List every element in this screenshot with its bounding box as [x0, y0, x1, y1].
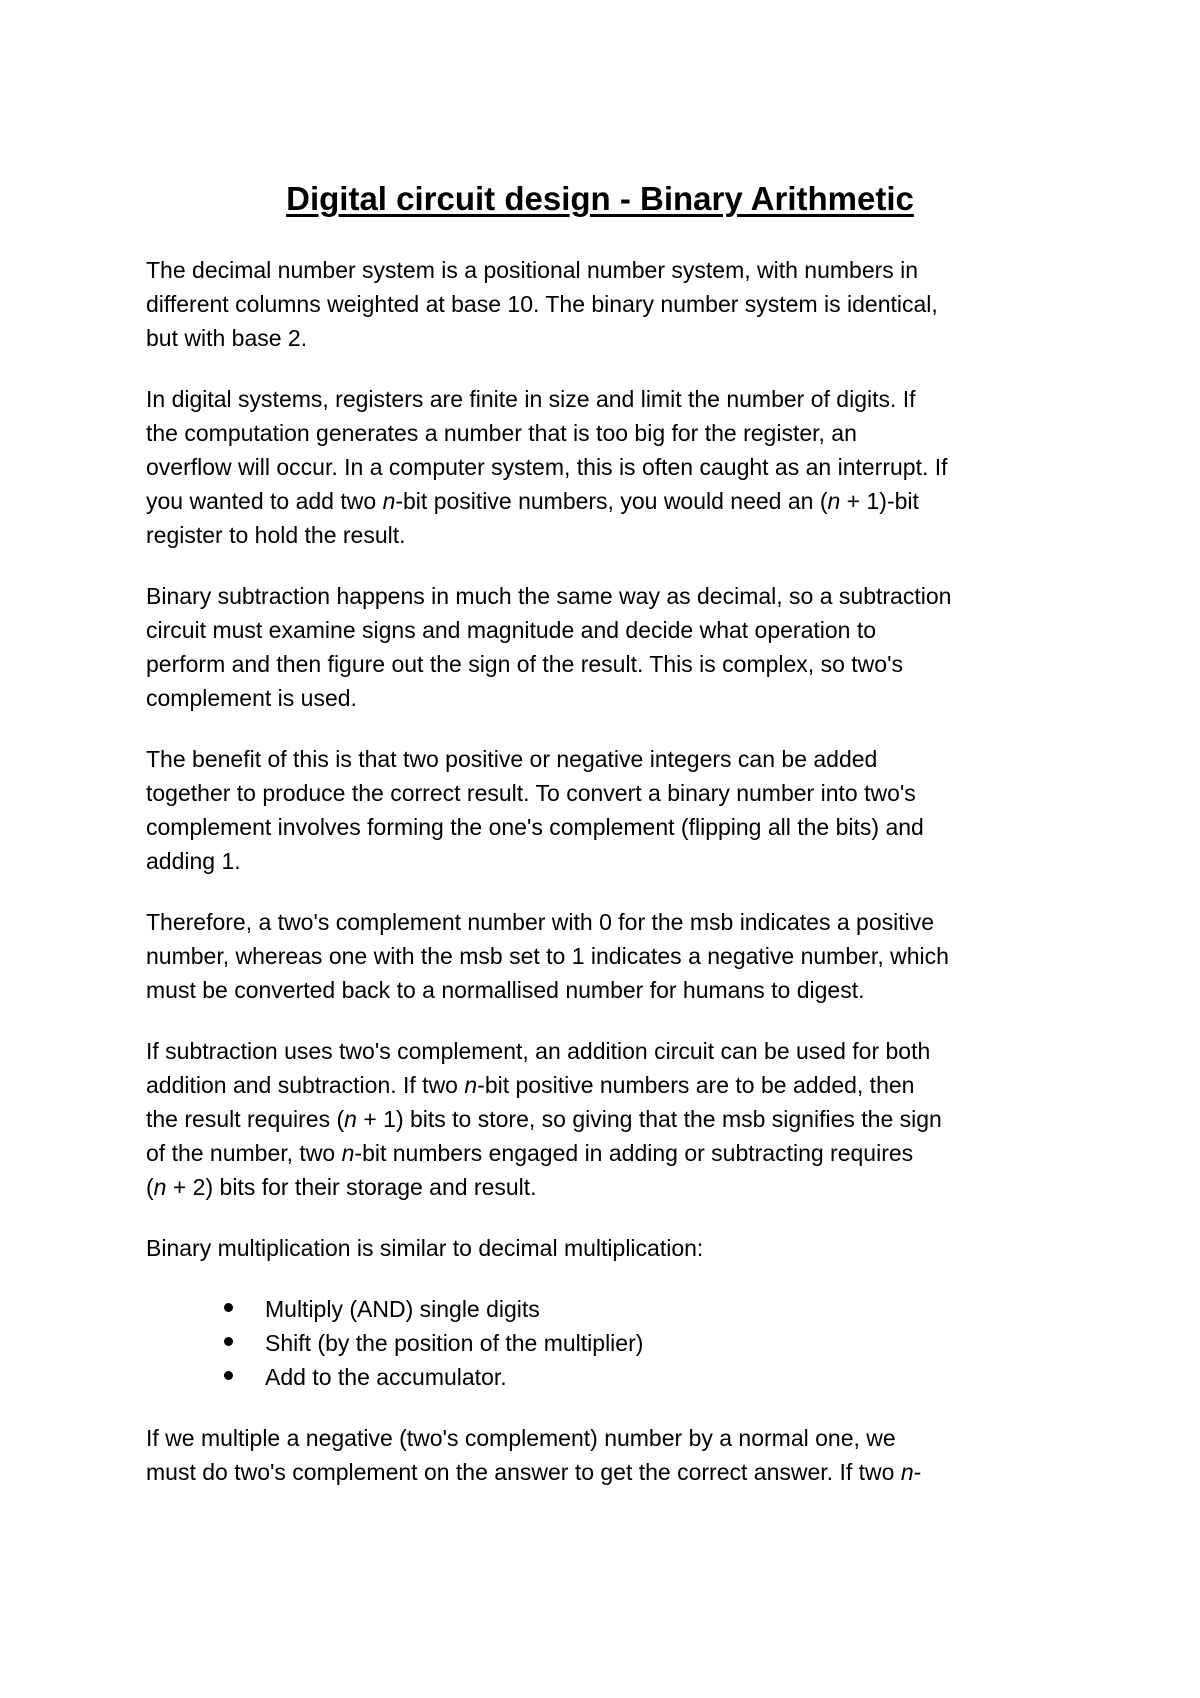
text-line: complement is used.: [146, 685, 357, 711]
list-item: [146, 1292, 1086, 1326]
paragraph-binary-subtraction: [146, 579, 1086, 715]
list-item-text: Multiply (AND) single digits: [265, 1296, 540, 1322]
paragraph-addition-circuit: [146, 1034, 1086, 1204]
text-line: the result requires (n + 1) bits to store, so giving that the msb signifies the sign: [146, 1106, 942, 1132]
paragraph-registers-overflow: [146, 382, 1086, 552]
text-line: different columns weighted at base 10. The binary number system is identical,: [146, 291, 938, 317]
multiplication-steps-list: [146, 1292, 1086, 1394]
bullet-icon: [224, 1371, 233, 1380]
document-title: Digital circuit design - Binary Arithmetic: [286, 180, 914, 217]
paragraph-positional-systems: [146, 253, 1086, 355]
text-line: overflow will occur. In a computer system, this is often caught as an interrupt. If: [146, 454, 948, 480]
text-line: but with base 2.: [146, 325, 308, 351]
text-line: In digital systems, registers are finite in size and limit the number of digits. If: [146, 386, 916, 412]
text-line: of the number, two n-bit numbers engaged in adding or subtracting requires: [146, 1140, 914, 1166]
bullet-icon: [224, 1337, 233, 1346]
text-line: register to hold the result.: [146, 522, 406, 548]
list-item-text: Add to the accumulator.: [265, 1364, 507, 1390]
text-line: complement involves forming the one's complement (flipping all the bits) and: [146, 814, 924, 840]
text-line: the computation generates a number that is too big for the register, an: [146, 420, 857, 446]
text-line: addition and subtraction. If two n-bit positive numbers are to be added, then: [146, 1072, 915, 1098]
text-line: you wanted to add two n-bit positive numbers, you would need an (n + 1)-bit: [146, 488, 919, 514]
text-line: together to produce the correct result. To convert a binary number into two's: [146, 780, 916, 806]
text-line: If we multiple a negative (two's complement) number by a normal one, we: [146, 1425, 896, 1451]
text-line: adding 1.: [146, 848, 241, 874]
list-item: [146, 1360, 1086, 1394]
text-line: must be converted back to a normallised number for humans to digest.: [146, 977, 865, 1003]
paragraph-multiplication-intro: [146, 1231, 1086, 1265]
paragraph-msb-sign: [146, 905, 1086, 1007]
text-line: perform and then figure out the sign of the result. This is complex, so two's: [146, 651, 903, 677]
text-line: must do two's complement on the answer to get the correct answer. If two n-: [146, 1459, 922, 1485]
text-line: The benefit of this is that two positive or negative integers can be added: [146, 746, 878, 772]
paragraph-negative-multiplication: [146, 1421, 1086, 1489]
text-line: (n + 2) bits for their storage and result.: [146, 1174, 537, 1200]
text-line: Binary multiplication is similar to decimal multiplication:: [146, 1235, 704, 1261]
text-line: If subtraction uses two's complement, an addition circuit can be used for both: [146, 1038, 931, 1064]
text-line: number, whereas one with the msb set to 1 indicates a negative number, which: [146, 943, 949, 969]
text-line: The decimal number system is a positional number system, with numbers in: [146, 257, 919, 283]
list-item-text: Shift (by the position of the multiplier): [265, 1330, 644, 1356]
text-line: Therefore, a two's complement number with 0 for the msb indicates a positive: [146, 909, 935, 935]
paragraph-twos-complement-benefit: [146, 742, 1086, 878]
document-body: [146, 253, 1086, 1516]
text-line: Binary subtraction happens in much the same way as decimal, so a subtraction: [146, 583, 952, 609]
list-item: [146, 1326, 1086, 1360]
text-line: circuit must examine signs and magnitude and decide what operation to: [146, 617, 877, 643]
bullet-icon: [224, 1303, 233, 1312]
